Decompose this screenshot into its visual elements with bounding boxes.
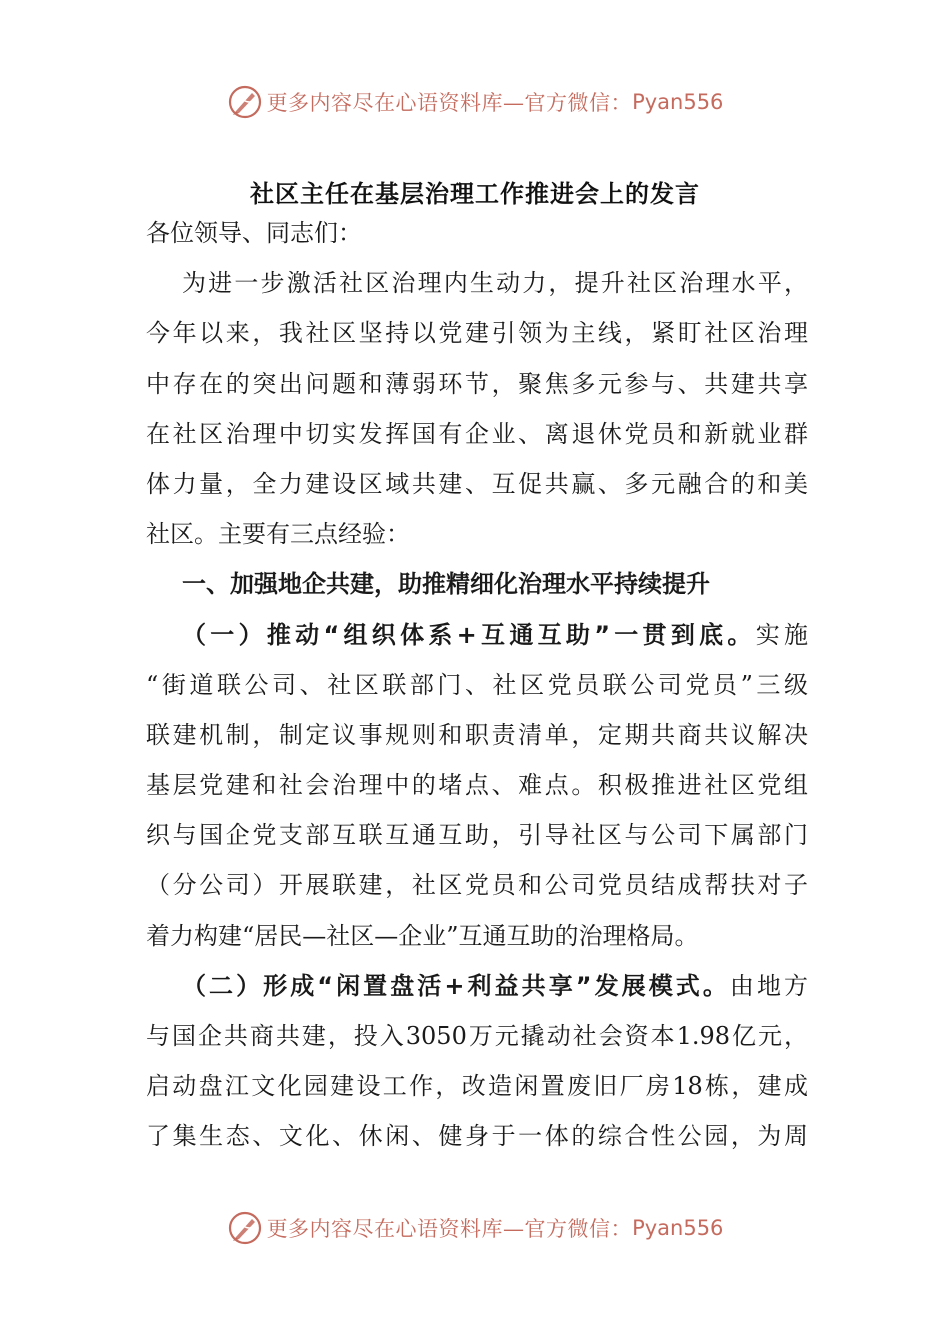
paragraph-line: 社区。主要有三点经验： — [146, 520, 410, 549]
paragraph-line: 织与国企党支部互联互通互助，引导社区与公司下属部门 — [146, 821, 808, 850]
paragraph-text: 由地方 — [729, 971, 808, 1000]
quill-logo-icon — [227, 84, 263, 120]
salutation: 各位领导、同志们： — [146, 219, 362, 247]
paragraph-line: 在社区治理中切实发挥国有企业、离退休党员和新就业群 — [146, 419, 808, 448]
wechat-id: Pyan556 — [632, 1216, 724, 1240]
paragraph-text: 实施 — [755, 620, 808, 649]
paragraph-line: （分公司）开展联建，社区党员和公司党员结成帮扶对子 — [146, 871, 808, 900]
section-heading: 一、加强地企共建，助推精细化治理水平持续提升 — [182, 570, 710, 599]
paragraph-line: 今年以来，我社区坚持以党建引领为主线，紧盯社区治理 — [146, 319, 808, 348]
paragraph-line: “街道联公司、社区联部门、社区党员联公司党员”三级 — [146, 670, 808, 699]
paragraph-line: 与国企共商共建，投入3050万元撬动社会资本1.98亿元， — [146, 1022, 808, 1050]
paragraph-line: 了集生态、文化、休闲、健身于一体的综合性公园，为周 — [146, 1122, 808, 1151]
document-title: 社区主任在基层治理工作推进会上的发言 — [250, 180, 700, 208]
subsection-heading: （二）形成“闲置盘活+利益共享”发展模式。 — [182, 971, 730, 1000]
document-body — [146, 208, 808, 1162]
banner-text: 更多内容尽在心语资料库—官方微信： — [266, 1217, 633, 1241]
paragraph-line: 着力构建“居民—社区—企业”互通互助的治理格局。 — [146, 921, 699, 950]
subsection-heading: （一）推动“组织体系+互通互助”一贯到底。 — [182, 620, 756, 649]
paragraph-line: 体力量，全力建设区域共建、互促共赢、多元融合的和美 — [146, 469, 808, 498]
paragraph-line: 启动盘江文化园建设工作，改造闲置废旧厂房18栋，建成 — [146, 1072, 808, 1101]
paragraph-line: 联建机制，制定议事规则和职责清单，定期共商共议解决 — [146, 720, 808, 749]
header-banner — [0, 82, 950, 122]
paragraph-line: 基层党建和社会治理中的堵点、难点。积极推进社区党组 — [146, 771, 808, 800]
banner-text: 更多内容尽在心语资料库—官方微信： — [266, 91, 633, 115]
wechat-id: Pyan556 — [632, 90, 724, 114]
paragraph-line: 中存在的突出问题和薄弱环节，聚焦多元参与、共建共享 — [146, 369, 808, 398]
quill-logo-icon — [227, 1210, 263, 1246]
footer-banner — [0, 1208, 950, 1248]
paragraph-line — [146, 610, 808, 660]
paragraph-line — [146, 961, 808, 1011]
paragraph-line: 为进一步激活社区治理内生动力，提升社区治理水平， — [182, 269, 808, 298]
